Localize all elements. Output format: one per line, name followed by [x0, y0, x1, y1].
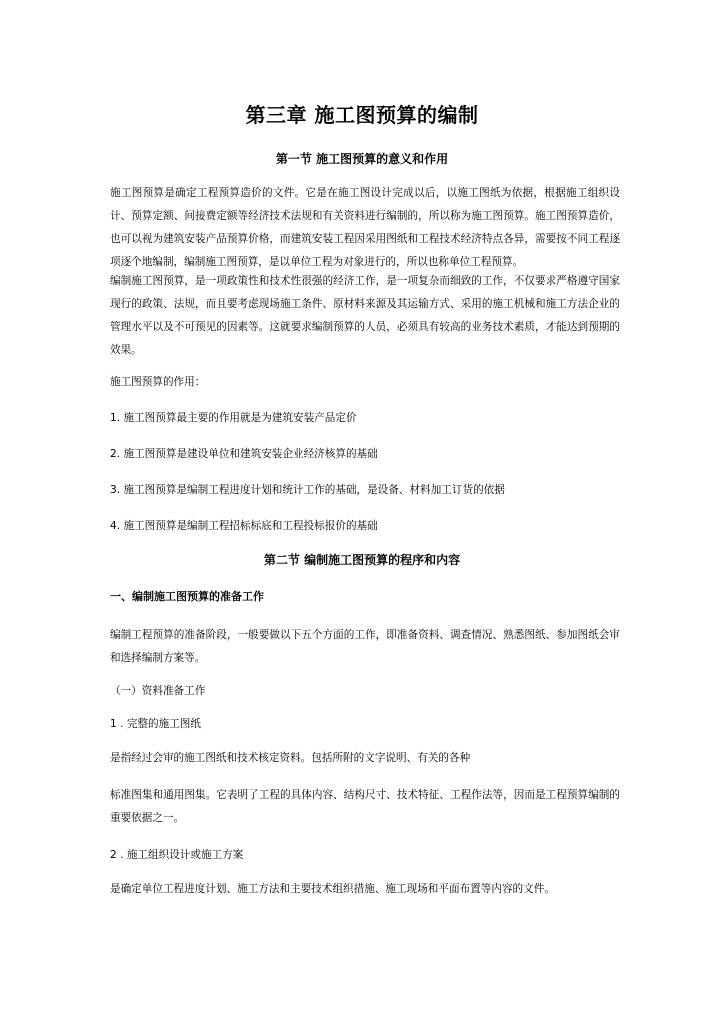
item-2-desc: 是确定单位工程进度计划、施工方法和主要技术组织措施、施工现场和平面布置等内容的文件。: [110, 883, 555, 895]
section-title-2: 第二节 编制施工图预算的程序和内容: [263, 553, 461, 567]
role-item-3: 3. 施工图预算是编制工程进度计划和统计工作的基础，是设备、材料加工订货的依据: [110, 484, 505, 496]
requirements-paragraph: 编制施工图预算，是一项政策性和技术性很强的经济工作，是一项复杂而细致的工作，不仅要求严格遵守国家现行的政策、法规，而且要考虑现场施工条件、原材料来源及其运输方式、采用的施工机械和施工方法企业的管理水平以及不可预见的因素等。这就要求编制预算的人员，必须具有较高的业务技术素质，才能达到预期的效果。: [110, 275, 620, 356]
item-1-desc-paragraph: 标准图集和通用图集。它表明了工程的具体内容、结构尺寸、技术特征、工程作法等，因而是工程预算编制的重要依据之一。: [110, 789, 620, 824]
roles-intro: 施工图预算的作用：: [110, 376, 206, 388]
intro-paragraph: 施工图预算是确定工程预算造价的文件。它是在施工图设计完成以后，以施工图纸为依据，根据施工组织设计、预算定额、间接费定额等经济技术法规和有关资料进行编制的，所以称为施工图预算。施工图预算造价，也可以视为建筑安装产品预算价格，而建筑安装工程因采用图纸和工程技术经济特点各异，需要按不同工程逐项逐个地编制，编制施工图预算，是以单位工程为对象进行的，所以也称单位工程预算。: [110, 187, 620, 268]
item-2-title: 2 . 施工组织设计或施工方案: [110, 849, 244, 861]
item-1-desc-line1: 是指经过会审的施工图纸和技术核定资料。包括所附的文字说明、有关的各种: [110, 752, 471, 764]
role-item-2: 2. 施工图预算是建设单位和建筑安装企业经济核算的基础: [110, 448, 378, 460]
section-title-1: 第一节 施工图预算的意义和作用: [275, 152, 449, 166]
chapter-title: 第三章 施工图预算的编制: [245, 103, 479, 127]
item-1-title: 1 . 完整的施工图纸: [110, 718, 201, 730]
role-item-1: 1. 施工图预算最主要的作用就是为建筑安装产品定价: [110, 412, 357, 424]
role-item-4: 4. 施工图预算是编制工程招标标底和工程投标报价的基础: [110, 520, 378, 532]
prep-paragraph: 编制工程预算的准备阶段，一般要做以下五个方面的工作，即准备资料、调查情况、熟悉图纸、参加图纸会审和选择编制方案等。: [110, 629, 620, 664]
material-prep-heading: （一）资料准备工作: [110, 685, 206, 697]
prep-subheading: 一、编制施工图预算的准备工作: [110, 590, 264, 603]
